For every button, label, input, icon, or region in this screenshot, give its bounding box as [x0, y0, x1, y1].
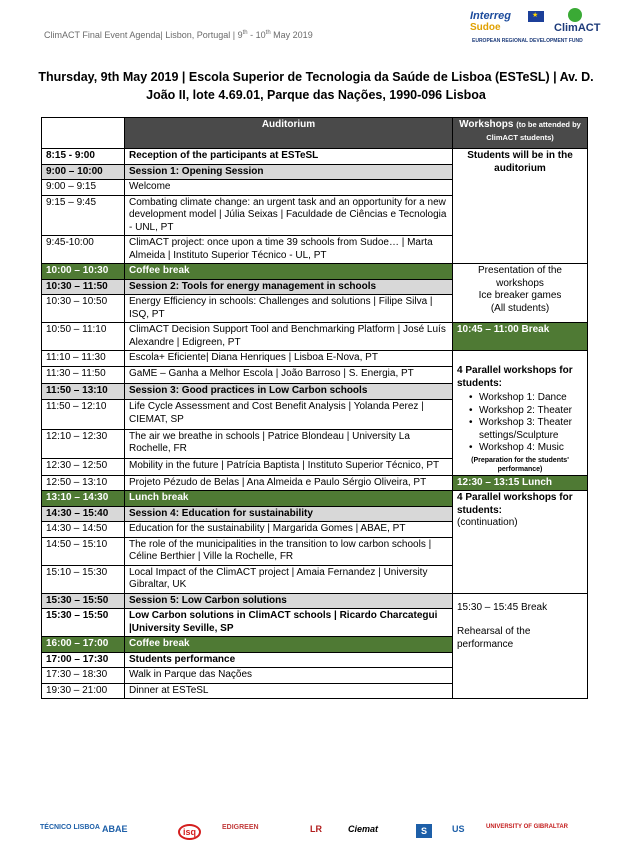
header-mid: - 10: [247, 30, 266, 40]
row-text: Energy Efficiency in schools: Challenges and solutions | Filipe Silva | ISQ, PT: [125, 295, 453, 323]
table-row: [42, 351, 588, 367]
ws-sub: (continuation): [457, 517, 518, 528]
row-time: 15:30 – 15:50: [42, 593, 125, 609]
row-text: GaME – Ganha a Melhor Escola | João Barroso | S. Energia, PT: [125, 367, 453, 383]
row-time: 10:00 – 10:30: [42, 264, 125, 280]
row-time: 10:30 – 11:50: [42, 279, 125, 295]
row-time: 17:00 – 17:30: [42, 652, 125, 668]
s-logo: S: [416, 824, 432, 838]
column-auditorium: Auditorium: [125, 118, 453, 149]
row-text: Low Carbon solutions in ClimACT schools | Ricardo Charcategui |University Seville, SP: [125, 609, 453, 637]
table-row: [42, 149, 588, 165]
row-text: Reception of the participants at ESTeSL: [125, 149, 453, 165]
ws-line: Ice breaker games: [478, 290, 562, 301]
row-text: The air we breathe in schools | Patrice Blondeau | University La Rochelle, FR: [125, 429, 453, 459]
ws-note: (Preparation for the students' performance): [471, 456, 569, 473]
row-text: Combating climate change: an urgent task and an opportunity for a new development model | Júlia Seixas | Faculdade de Ciências e Tecnologia - UNL, PT: [125, 195, 453, 236]
row-time: 9:00 – 10:00: [42, 164, 125, 180]
row-text: Students performance: [125, 652, 453, 668]
ws-title: 4 Parallel workshops for students:: [457, 365, 573, 389]
row-time: 10:50 – 11:10: [42, 323, 125, 351]
sudoe-logo: Sudoe: [470, 22, 501, 33]
row-text: ClimACT project: once upon a time 39 schools from Sudoe… | Marta Almeida | Instituto Superior Técnico - UL, PT: [125, 236, 453, 264]
row-text: Education for the sustainability | Margarida Gomes | ABAE, PT: [125, 522, 453, 538]
interreg-logo: Interreg: [470, 10, 511, 22]
row-text: The role of the municipalities in the transition to low carbon schools | Céline Berthier | Ville la Rochelle, FR: [125, 537, 453, 565]
climact-logo: [554, 8, 620, 38]
workshop-cell: [453, 264, 588, 323]
row-text: Walk in Parque das Nações: [125, 668, 453, 684]
sponsor-logos: [470, 8, 620, 48]
abae-logo: ABAE: [102, 824, 128, 834]
row-time: 11:50 – 12:10: [42, 400, 125, 430]
row-time: 9:15 – 9:45: [42, 195, 125, 236]
table-row: [42, 491, 588, 507]
agenda-table: [41, 117, 588, 699]
list-item: • Workshop 3: Theater settings/Sculpture: [479, 417, 583, 442]
workshop-break-2: 15:30 – 15:45 Break: [457, 601, 548, 613]
table-header: [42, 118, 588, 149]
list-item: • Workshop 4: Music: [479, 442, 583, 455]
workshop-break: 10:45 – 11:00 Break: [453, 323, 588, 351]
row-text: Session 3: Good practices in Low Carbon schools: [125, 383, 453, 399]
row-text: Life Cycle Assessment and Cost Benefit Analysis | Yolanda Perez | CIEMAT, SP: [125, 400, 453, 430]
lr-logo: LR: [310, 824, 322, 834]
header-sup-2: th: [265, 30, 271, 36]
row-text: Local Impact of the ClimACT project | Amaia Fernandez | University Gibraltar, UK: [125, 565, 453, 593]
table-row: [42, 323, 588, 351]
row-time: 14:30 – 15:40: [42, 506, 125, 522]
ws-rehearsal: Rehearsal of the performance: [457, 626, 531, 650]
workshops-label: Workshops: [459, 119, 514, 130]
row-text: Coffee break: [125, 637, 453, 653]
row-text: Session 4: Education for sustainability: [125, 506, 453, 522]
workshop-cell: [453, 491, 588, 594]
row-text: Lunch break: [125, 491, 453, 507]
row-time: 17:30 – 18:30: [42, 668, 125, 684]
ws-line: Presentation of the workshops: [478, 265, 562, 289]
workshop-lunch: 12:30 – 13:15 Lunch: [453, 475, 588, 491]
climact-globe-icon: [568, 8, 582, 22]
header-end: May 2019: [270, 30, 313, 40]
ws-line: (All students): [490, 302, 550, 314]
edigreen-logo: EDIGREEN: [222, 824, 259, 831]
row-time: 13:10 – 14:30: [42, 491, 125, 507]
row-text: Escola+ Eficiente| Diana Henriques | Lisboa E-Nova, PT: [125, 351, 453, 367]
list-item: • Workshop 1: Dance: [479, 392, 583, 405]
workshop-cell: Students will be in the auditorium: [453, 149, 588, 264]
workshop-list: [457, 392, 583, 455]
isq-logo: isq: [178, 824, 201, 840]
header-empty: [42, 118, 125, 149]
row-time: 11:10 – 11:30: [42, 351, 125, 367]
row-time: 9:45-10:00: [42, 236, 125, 264]
header-sup-1: th: [242, 30, 248, 36]
workshops-note: (to be attended by ClimACT students): [486, 120, 581, 142]
header-text: ClimACT Final Event Agenda| Lisbon, Portugal | 9: [44, 30, 243, 40]
row-time: 12:30 – 12:50: [42, 459, 125, 475]
row-text: ClimACT Decision Support Tool and Benchmarking Platform | José Luís Alexandre | Edigreen, PT: [125, 323, 453, 351]
row-time: 14:50 – 15:10: [42, 537, 125, 565]
ws-title: 4 Parallel workshops for students:: [457, 492, 573, 516]
row-time: 8:15 - 9:00: [42, 149, 125, 165]
row-time: 9:00 – 9:15: [42, 180, 125, 196]
column-workshops: [453, 118, 588, 149]
row-time: 15:30 – 15:50: [42, 609, 125, 637]
row-time: 11:50 – 13:10: [42, 383, 125, 399]
us-logo: US: [452, 824, 465, 834]
row-text: Welcome: [125, 180, 453, 196]
row-time: 12:50 – 13:10: [42, 475, 125, 491]
row-text: Session 5: Low Carbon solutions: [125, 593, 453, 609]
row-time: 11:30 – 11:50: [42, 367, 125, 383]
eu-flag-icon: [528, 11, 544, 22]
workshop-cell: [453, 593, 588, 699]
climact-wordmark: ClimACT: [554, 22, 601, 34]
partner-logos: [40, 820, 590, 850]
page-title: Thursday, 9th May 2019 | Escola Superior de Tecnologia da Saúde de Lisboa (ESTeSL) | Av. D. João II, lote 4.69.01, Parque das Nações, 1990-096 Lisboa: [38, 70, 594, 102]
row-text: Session 2: Tools for energy management in schools: [125, 279, 453, 295]
gibraltar-logo: UNIVERSITY OF GIBRALTAR: [486, 824, 569, 830]
tecnico-logo: TÉCNICO LISBOA: [40, 824, 100, 831]
row-text: Dinner at ESTeSL: [125, 683, 453, 699]
row-text: Coffee break: [125, 264, 453, 280]
row-time: 19:30 – 21:00: [42, 683, 125, 699]
workshop-cell: [453, 351, 588, 476]
row-time: 14:30 – 14:50: [42, 522, 125, 538]
ciemat-logo: Ciemat: [348, 824, 379, 834]
list-item: • Workshop 2: Theater: [479, 405, 583, 418]
row-text: Projeto Pézudo de Belas | Ana Almeida e Paulo Sérgio Oliveira, PT: [125, 475, 453, 491]
table-row: [42, 475, 588, 491]
row-text: Session 1: Opening Session: [125, 164, 453, 180]
row-time: 16:00 – 17:00: [42, 637, 125, 653]
erdf-label: EUROPEAN REGIONAL DEVELOPMENT FUND: [472, 38, 583, 44]
table-row: [42, 264, 588, 280]
row-time: 10:30 – 10:50: [42, 295, 125, 323]
row-text: Mobility in the future | Patrícia Baptista | Instituto Superior Técnico, PT: [125, 459, 453, 475]
table-row: [42, 593, 588, 609]
document-header: [44, 30, 313, 40]
row-time: 15:10 – 15:30: [42, 565, 125, 593]
row-time: 12:10 – 12:30: [42, 429, 125, 459]
